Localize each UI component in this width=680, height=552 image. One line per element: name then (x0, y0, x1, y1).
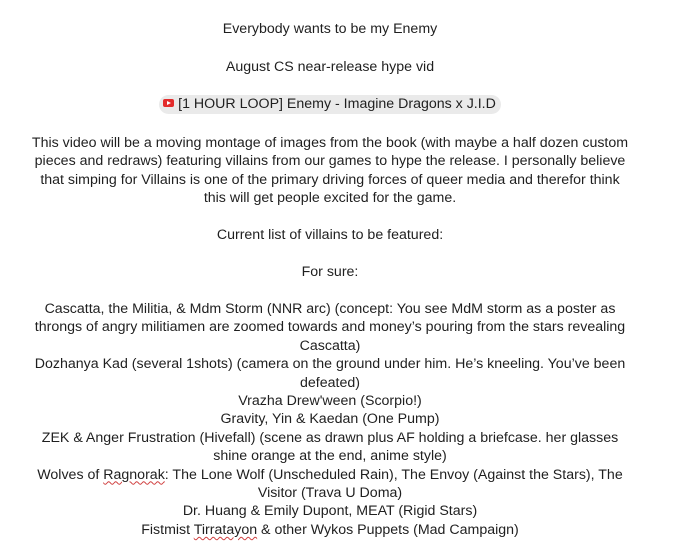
for-sure-heading: For sure: (301, 264, 359, 280)
list-item: ZEK & Anger Frustration (Hivefall) (scene as drawn plus AF holding a briefcase. her glasses shine orange at the end, anime style) (41, 429, 619, 465)
youtube-link-label: [1 HOUR LOOP] Enemy - Imagine Dragons x J.I.D (178, 96, 496, 112)
list-intro: Current list of villains to be featured: (216, 227, 444, 243)
description-paragraph: This video will be a moving montage of images from the book (with maybe a half dozen custom pieces and redraws) featuring villains from our games to hype the release. I personally believe that simping for Villains is one of the primary driving forces of queer media and therefor think this will get people excited for the game. (31, 135, 629, 207)
list-item-text: Wolves of (37, 466, 104, 483)
list-item: Vrazha Drew'ween (Scorpio!) (238, 393, 422, 410)
list-item (30, 466, 630, 503)
youtube-icon (163, 99, 174, 107)
list-item-text: & other Wykos Puppets (Mad Campaign) (257, 521, 519, 538)
doc-title: Everybody wants to be my Enemy (222, 21, 438, 37)
youtube-link-chip[interactable] (159, 95, 501, 114)
misspelled-word[interactable]: Ragnorak (103, 466, 165, 483)
list-item-text: Fistmist (141, 521, 194, 538)
doc-subtitle: August CS near-release hype vid (225, 59, 435, 75)
list-item: Cascatta, the Militia, & Mdm Storm (NNR arc) (concept: You see MdM storm as a poster as throngs of angry militiamen are zoomed towards and money’s pouring from the stars revealing Cascatta) (34, 301, 626, 354)
link-row (0, 95, 660, 114)
list-item: Gravity, Yin & Kaedan (One Pump) (220, 411, 440, 428)
villain-list (30, 300, 630, 539)
list-item: Dozhanya Kad (several 1shots) (camera on the ground under him. He’s kneeling. You’ve been defeated) (34, 356, 626, 391)
misspelled-word[interactable]: Tirratayon (193, 521, 258, 538)
list-item-text: : The Lone Wolf (Unscheduled Rain), The Envoy (Against the Stars), The Visitor (Trava U Doma) (164, 466, 623, 502)
list-item (30, 521, 630, 539)
list-item: Dr. Huang & Emily Dupont, MEAT (Rigid Stars) (182, 503, 478, 520)
